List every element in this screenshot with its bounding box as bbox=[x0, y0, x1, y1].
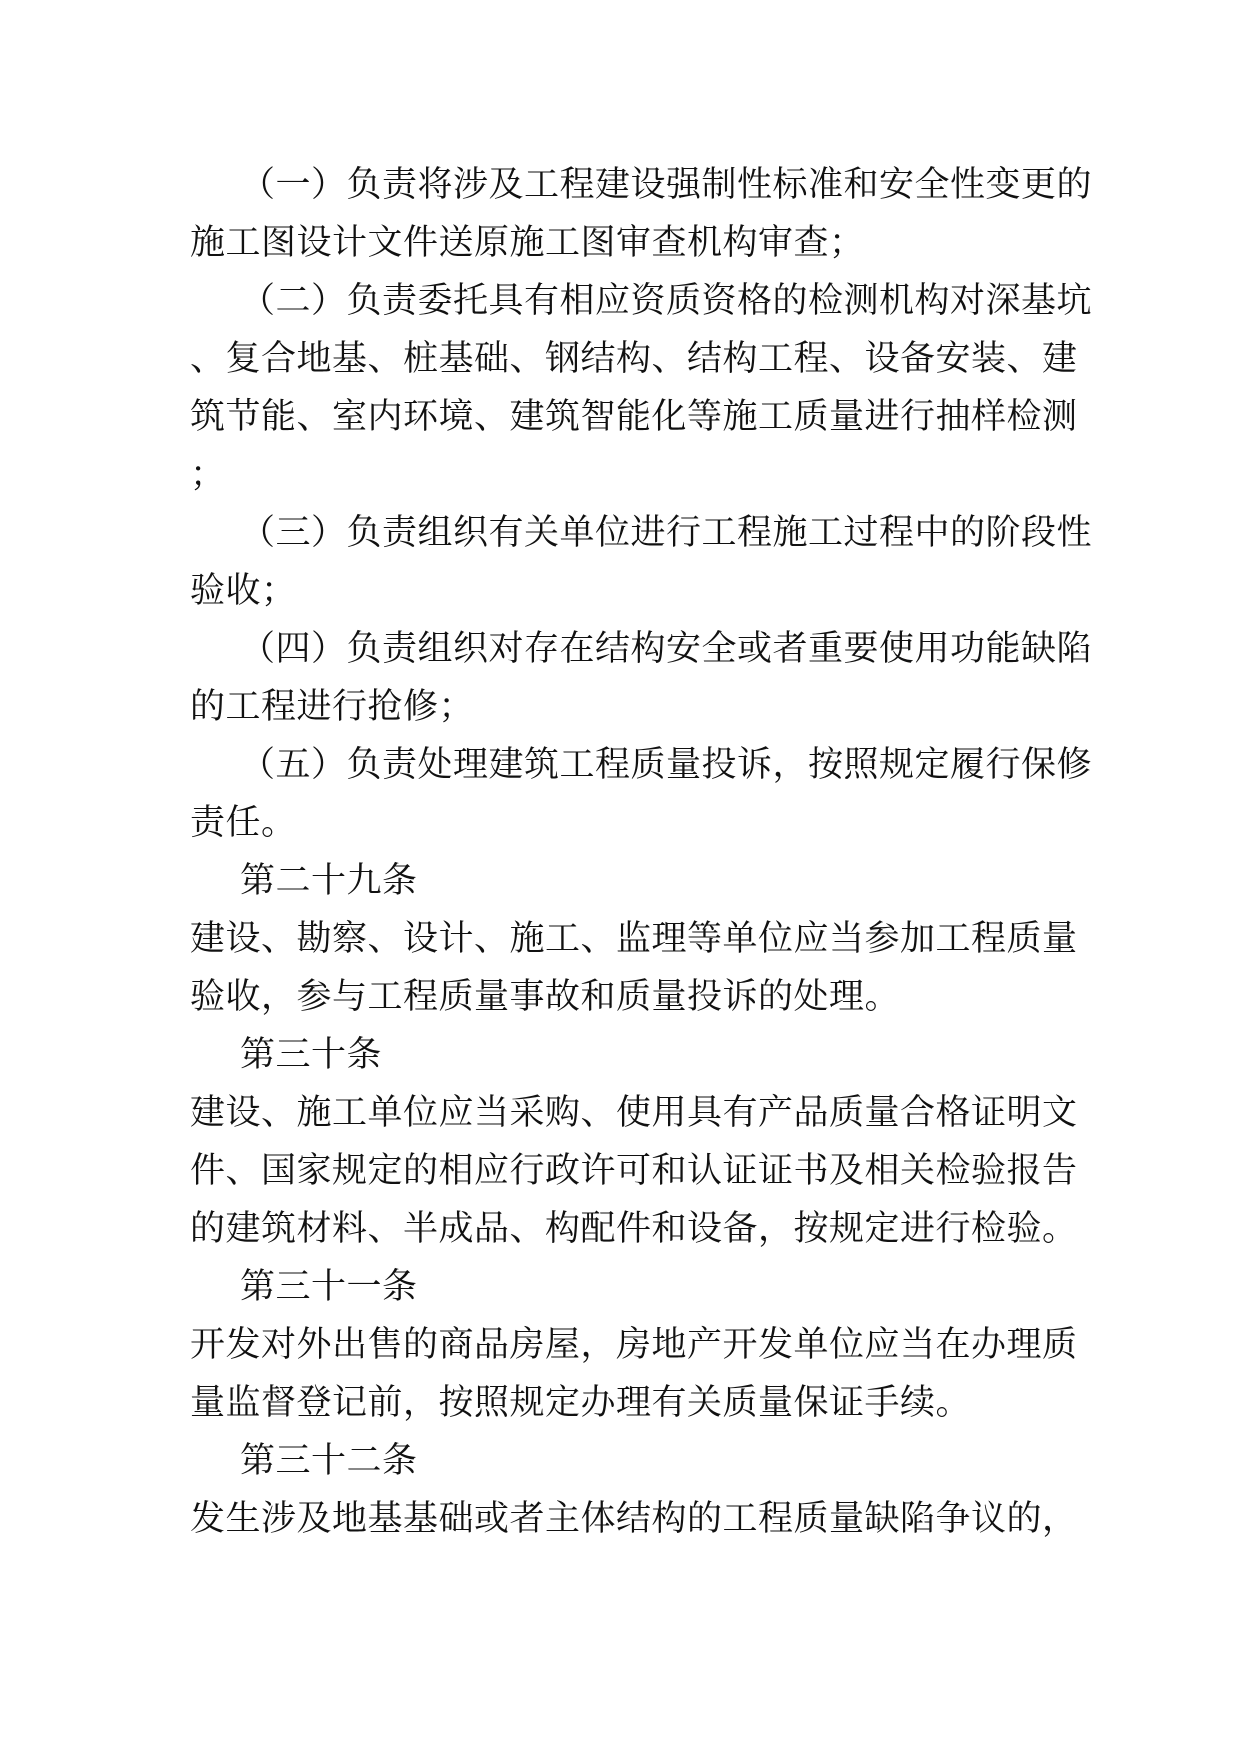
article-30-line-1: 建设、施工单位应当采购、使用具有产品质量合格证明文 bbox=[190, 1093, 1078, 1133]
clause-item-1-line-2: 施工图设计文件送原施工图审查机构审查； bbox=[190, 223, 865, 263]
clause-item-2-line-4: ； bbox=[190, 455, 226, 495]
clause-item-4-line-1: （四）负责组织对存在结构安全或者重要使用功能缺陷 bbox=[240, 629, 1093, 669]
clause-item-1-line-1: （一）负责将涉及工程建设强制性标准和安全性变更的 bbox=[240, 165, 1093, 205]
article-32-line-1: 发生涉及地基基础或者主体结构的工程质量缺陷争议的， bbox=[190, 1499, 1078, 1539]
article-31-line-2: 量监督登记前，按照规定办理有关质量保证手续。 bbox=[190, 1383, 972, 1423]
article-32-heading: 第三十二条 bbox=[240, 1441, 418, 1481]
article-30-line-2: 件、国家规定的相应行政许可和认证证书及相关检验报告 bbox=[190, 1151, 1078, 1191]
article-31-line-1: 开发对外出售的商品房屋，房地产开发单位应当在办理质 bbox=[190, 1325, 1078, 1365]
clause-item-2-line-2: 、复合地基、桩基础、钢结构、结构工程、设备安装、建 bbox=[190, 339, 1078, 379]
article-29-heading: 第二十九条 bbox=[240, 861, 418, 901]
clause-item-2-line-1: （二）负责委托具有相应资质资格的检测机构对深基坑 bbox=[240, 281, 1093, 321]
article-29-line-2: 验收，参与工程质量事故和质量投诉的处理。 bbox=[190, 977, 901, 1017]
clause-item-3-line-1: （三）负责组织有关单位进行工程施工过程中的阶段性 bbox=[240, 513, 1093, 553]
clause-item-5-line-1: （五）负责处理建筑工程质量投诉，按照规定履行保修 bbox=[240, 745, 1093, 785]
clause-item-2-line-3: 筑节能、室内环境、建筑智能化等施工质量进行抽样检测 bbox=[190, 397, 1078, 437]
clause-item-3-line-2: 验收； bbox=[190, 571, 297, 611]
clause-item-5-line-2: 责任。 bbox=[190, 803, 297, 843]
clause-item-4-line-2: 的工程进行抢修； bbox=[190, 687, 475, 727]
article-31-heading: 第三十一条 bbox=[240, 1267, 418, 1307]
article-29-line-1: 建设、勘察、设计、施工、监理等单位应当参加工程质量 bbox=[190, 919, 1078, 959]
article-30-line-3: 的建筑材料、半成品、构配件和设备，按规定进行检验。 bbox=[190, 1209, 1078, 1249]
article-30-heading: 第三十条 bbox=[240, 1035, 383, 1075]
